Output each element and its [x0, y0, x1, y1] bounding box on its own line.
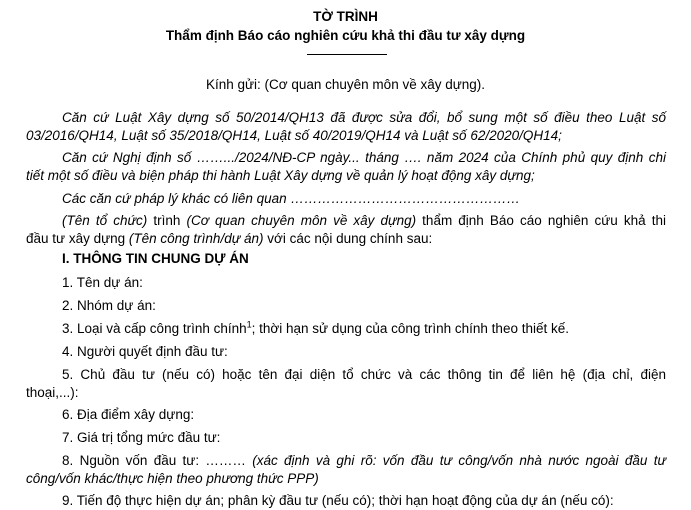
project-name: (Tên công trình/dự án) [128, 231, 264, 246]
item-8-note: (xác định và ghi rõ: vốn đầu tư công/vốn nhà nước ngoài đầu tư [252, 453, 666, 468]
item-9: 9. Tiến độ thực hiện dự án; phân kỳ đầu tư (nếu có); thời hạn hoạt động của dự án (nếu có): [62, 493, 614, 508]
item-5-line2: thoại,...): [26, 385, 79, 400]
item-5-line1: 5. Chủ đầu tư (nếu có) hoặc tên đại diện tổ chức và các thông tin để liên hệ (địa chỉ, điện [62, 367, 666, 382]
item-3 [62, 319, 666, 338]
org-name: (Tên tổ chức) [62, 213, 148, 228]
footnote-ref: 1 [246, 319, 252, 330]
item-8-line1 [62, 451, 666, 470]
item-3-text-end: ; thời hạn sử dụng của công trình chính theo thiết kế. [251, 321, 569, 336]
intro-text1: trình [147, 213, 187, 228]
basis-2-line2: tiết một số điều và biện pháp thi hành Luật Xây dựng về quản lý hoạt động xây dựng; [26, 168, 535, 183]
document-subtitle: Thẩm định Báo cáo nghiên cứu khả thi đầu tư xây dựng [165, 28, 526, 43]
greeting: Kính gửi: (Cơ quan chuyên môn về xây dựng). [205, 77, 486, 92]
basis-1-line1: Căn cứ Luật Xây dựng số 50/2014/QH13 đã được sửa đổi, bổ sung một số điều theo Luật số [62, 110, 666, 125]
title-underline [307, 54, 387, 55]
intro-text2: thẩm định Báo cáo nghiên cứu khả thi [416, 213, 667, 228]
intro-line2 [26, 229, 666, 248]
intro-text4: với các nội dung chính sau: [263, 231, 433, 246]
item-1: 1. Tên dự án: [62, 275, 143, 290]
item-6: 6. Địa điểm xây dựng: [62, 407, 195, 422]
item-7: 7. Giá trị tổng mức đầu tư: [62, 430, 221, 445]
item-8-line2: công/vốn khác/thực hiện theo phương thức PPP) [26, 471, 319, 486]
intro-text3: đầu tư xây dựng [26, 231, 129, 246]
basis-3: Các căn cứ pháp lý khác có liên quan …………………………………………… [62, 191, 520, 206]
document-title: TỜ TRÌNH [313, 9, 378, 24]
item-2: 2. Nhóm dự án: [62, 298, 156, 313]
section-heading: I. THÔNG TIN CHUNG DỰ ÁN [62, 251, 249, 266]
item-4: 4. Người quyết định đầu tư: [62, 344, 228, 359]
basis-1-line2: 03/2016/QH14, Luật số 35/2018/QH14, Luật số 40/2019/QH14 và Luật số 62/2020/QH14; [26, 128, 562, 143]
item-8-text: 8. Nguồn vốn đầu tư: ……… [62, 453, 253, 468]
item-3-text: 3. Loại và cấp công trình chính [62, 321, 247, 336]
agency-name: (Cơ quan chuyên môn về xây dựng) [186, 213, 417, 228]
basis-2-line1: Căn cứ Nghị định số …….../2024/NĐ-CP ngày... tháng …. năm 2024 của Chính phủ quy định chi [62, 150, 666, 165]
intro-line1 [62, 211, 666, 230]
